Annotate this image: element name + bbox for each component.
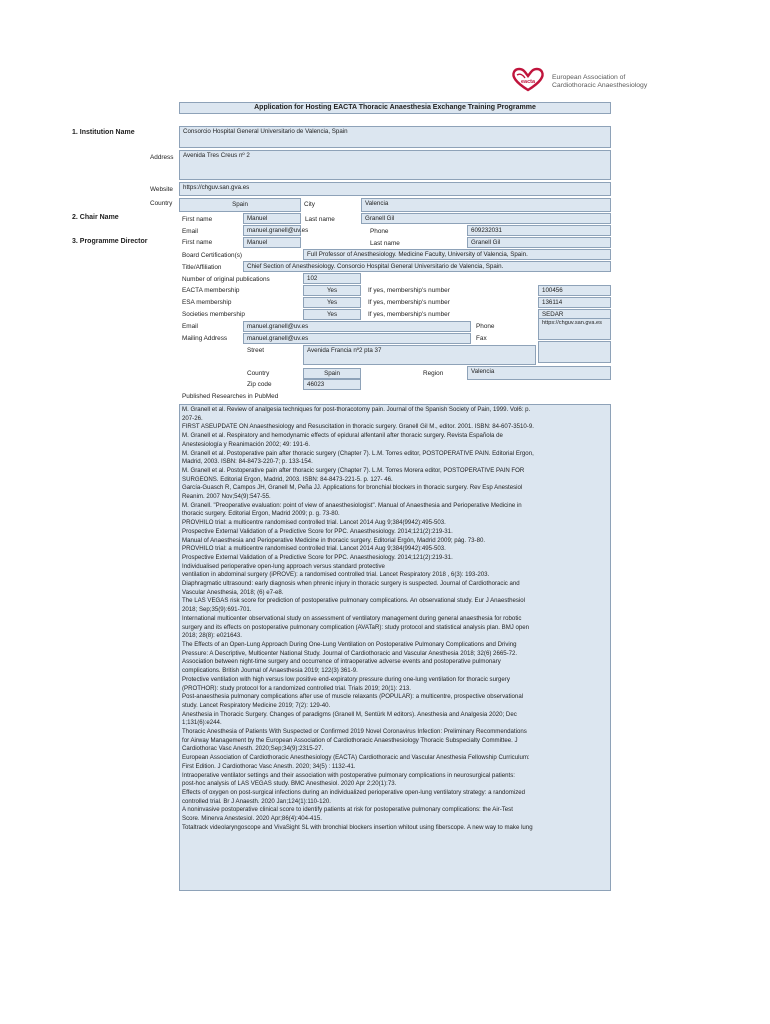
publication-line: Cardiothorac Vasc Anesth. 2020;Sep;34(9):2315-27.: [182, 745, 324, 753]
director-last-name-field[interactable]: Granell Gil: [467, 237, 611, 248]
publication-line: Post-anaesthesia pulmonary complications after use of muscle relaxants (POPULAR): a multicentre, prospective observational: [182, 693, 524, 701]
publication-line: M. Granell et al. Review of analgesia techniques for post-thoracotomy pain. Journal of the Spanish Society of Pain, 1999. Vol6: p.: [182, 406, 531, 413]
publication-line: surgery and its effects on postoperative pulmonary complication (AVATaR): study protocol and statistical analysis plan. BMJ open: [182, 623, 530, 631]
publication-line: García-Guasch R, Campos JH, Granell M, Peña JJ. Applications for bronchial blockers in thoracic surgery. Rev Esp Anestesiol: [182, 484, 523, 492]
eacta-membership-field[interactable]: Yes: [303, 285, 361, 296]
chair-phone-field[interactable]: 609232031: [467, 225, 611, 236]
publications-count-field[interactable]: 102: [303, 273, 361, 284]
societies-membership-label: Societies membership: [182, 311, 245, 318]
publication-line: 2018; 28(8): e021643.: [182, 632, 242, 640]
publication-line: Thoracic Anesthesia of Patients With Suspected or Confirmed 2019 Novel Coronavirus Infection: Preliminary Recommendations: [182, 728, 527, 736]
director-country-label: Country: [247, 370, 270, 377]
publication-line: FIRST ASEUPDATE ON Anaesthesiology and Resuscitation in thoracic surgery. Granell Gil M., editor. 2001. ISBN: 84-607-3510-9.: [182, 423, 534, 431]
publication-line: Totaltrack videolaryngoscope and VivaSight SL with bronchial blockers insertion whitout using fiberscope. A new way to make lung: [182, 823, 533, 831]
board-certification-label: Board Certification(s): [182, 252, 243, 259]
publication-line: Prospective External Validation of a Predictive Score for PPC. Anaesthesiology. 2014;121(2):219-31.: [182, 553, 453, 561]
publication-line: European Association of Cardiothoracic Anesthesiology (EACTA) Cardiothoracic and Vascular Anesthesia Fellowship Curriculum:: [182, 754, 530, 762]
chair-first-name-field[interactable]: Manuel: [243, 213, 301, 224]
publication-line: 1;131(6):e244.: [182, 719, 222, 727]
societies-membership-field[interactable]: Yes: [303, 309, 361, 320]
fax-field[interactable]: [538, 341, 611, 363]
section-institution-label: 1. Institution Name: [72, 129, 135, 136]
societies-number-label: If yes, membership's number: [368, 311, 450, 318]
director-country-field[interactable]: Spain: [303, 368, 361, 379]
publication-line: Diaphragmatic ultrasound: early diagnosis when phrenic injury in thoracic surgery is suspected. Journal of Cardiothoracic and: [182, 580, 520, 588]
publication-line: PROVHILO trial: a multicentre randomised controlled trial. Lancet 2014 Aug 9;384(9942):495-503.: [182, 519, 446, 527]
section-chair-label: 2. Chair Name: [72, 214, 119, 221]
publication-line: ventilation in abdominal surgery (iPROVE): a randomised controlled trial. Lancet Respiratory 2018 , 6(3): 193-203.: [182, 571, 490, 579]
director-phone-label: Phone: [476, 323, 495, 330]
publication-line: Effects of oxygen on post-surgical infections during an individualized perioperative open-lung ventilatory strategy: a randomized: [182, 788, 526, 796]
street-label: Street: [247, 347, 265, 354]
publication-line: Manual of Anaesthesia and Perioperative Medicine in thoracic surgery. Editorial Ergón, Madrid 2009; pág. 73-80.: [182, 536, 486, 544]
city-field[interactable]: Valencia: [361, 198, 611, 212]
publication-line: Reanim. 2007 Nov;54(9):547-55.: [182, 493, 271, 501]
svg-text:eacta: eacta: [521, 79, 536, 85]
director-last-name-label: Last name: [370, 240, 400, 247]
publication-line: thoracic surgery. Editorial Ergon, Madrid 2009; p. g. 73-80.: [182, 510, 340, 518]
eacta-membership-label: EACTA membership: [182, 287, 240, 294]
director-email-label: Email: [182, 323, 198, 330]
address-label: Address: [150, 154, 174, 161]
city-label: City: [304, 201, 316, 208]
eacta-number-field[interactable]: 100456: [538, 285, 611, 296]
country-label: Country: [150, 200, 173, 207]
publication-line: First Edition. J Cardiothorac Vasc Anesth. 2020; 34(5) : 1132-41.: [182, 762, 356, 770]
street-field[interactable]: Avenida Francia nº2 pta 37: [303, 345, 536, 365]
title-affiliation-field[interactable]: Chief Section of Anesthesiology. Consorcio Hospital General Universitario de Valencia, Spain.: [243, 261, 611, 272]
chair-last-name-field[interactable]: Granell Gil: [361, 213, 611, 224]
publication-line: A noninvasive postoperative clinical score to identify patients at risk for postoperative pulmonary complications: the Air-Test: [182, 806, 513, 814]
chair-first-name-label: First name: [182, 216, 213, 223]
director-phone-field[interactable]: https://chguv.san.gva.es: [538, 318, 611, 340]
publications-count-label: Number of original publications: [182, 276, 270, 283]
website-label: Website: [150, 186, 173, 193]
publication-line: Madrid, 2003. ISBN: 84-8473-220-7; p. 133-154.: [182, 458, 313, 466]
chair-last-name-label: Last name: [305, 216, 335, 223]
publication-line: M. Granell et al. Respiratory and hemodynamic effects of epidural alfentanil after thoracic surgery. Revista Española de: [182, 432, 503, 440]
publication-line: Protective ventilation with high versus low positive end-expiratory pressure during one-lung ventilation for thoracic surgery: [182, 675, 510, 683]
director-email-field[interactable]: manuel.granell@uv.es: [243, 321, 471, 332]
publication-line: complications. British Journal of Anaesthesia 2019; 122(3) 361-9.: [182, 667, 358, 675]
mailing-address-field[interactable]: manuel.granell@uv.es: [243, 333, 471, 344]
esa-membership-field[interactable]: Yes: [303, 297, 361, 308]
website-field[interactable]: https://chguv.san.gva.es: [179, 182, 611, 196]
esa-number-label: If yes, membership's number: [368, 299, 450, 306]
publication-line: controlled trial. Br J Anaesth. 2020 Jan;124(1):110-120.: [182, 797, 331, 805]
institution-name-field[interactable]: Consorcio Hospital General Universitario de Valencia, Spain: [179, 126, 611, 148]
publication-line: Individualised perioperative open-lung approach versus standard protective: [182, 562, 385, 570]
chair-email-label: Email: [182, 228, 198, 235]
publication-line: M. Granell et al. Postoperative pain after thoracic surgery (Chapter 7). L.M. Torres Morera editor, POSTOPERATIVE PAIN FOR: [182, 466, 525, 474]
publication-line: Anesthesia in Thoracic Surgery. Changes of paradigms (Granell M, Sentürk M editors). Anesthesia and Analgesia 2020; Dec: [182, 710, 517, 718]
region-city-field[interactable]: Valencia: [467, 366, 611, 380]
chair-email-field[interactable]: manuel.granell@uv.es: [243, 225, 301, 236]
esa-membership-label: ESA membership: [182, 299, 232, 306]
publication-line: Anestesiología y Reanimación 2002; 49: 191-6.: [182, 440, 311, 448]
publication-line: Vascular Anesthesia, 2018; (6) e7-e8.: [182, 588, 284, 596]
esa-number-field[interactable]: 136114: [538, 297, 611, 308]
eacta-number-label: If yes, membership's number: [368, 287, 450, 294]
publication-line: Pressure: A Descriptive, Multicenter National Study. Journal of Cardiothoracic and Vascular Anesthesia 2018; 32(6) 2665-72.: [182, 649, 518, 657]
publication-line: SURGEONS. Editorial Ergon, Madrid, 2003. ISBN: 84-8473-221-5. p. 127- 46.: [182, 475, 393, 483]
form-title: Application for Hosting EACTA Thoracic Anaesthesia Exchange Training Programme: [179, 102, 611, 114]
section-director-label: 3. Programme Director: [72, 238, 148, 245]
publication-line: Intraoperative ventilator settings and their association with postoperative pulmonary complications in neurosurgical patients:: [182, 771, 515, 779]
logo-line-1: European Association of: [552, 74, 626, 81]
publication-line: Prospective External Validation of a Predictive Score for PPC. Anaesthesiology. 2014;121(2):219-31.: [182, 527, 453, 535]
board-certification-field[interactable]: Full Professor of Anesthesiology. Medicine Faculty, University of Valencia, Spain.: [303, 249, 611, 260]
country-field[interactable]: Spain: [179, 198, 301, 212]
publication-line: Score. Minerva Anestesiol. 2020 Apr;86(4):404-415.: [182, 815, 322, 823]
publication-line: Association between night-time surgery and occurrence of intraoperative adverse events and postoperative pulmonary: [182, 658, 501, 666]
eacta-logo-icon: [511, 66, 545, 92]
publication-line: The LAS VEGAS risk score for prediction of postoperative pulmonary complications. An observational study. Eur J Anaesthesiol: [182, 597, 526, 605]
address-field[interactable]: Avenida Tres Creus nº 2: [179, 150, 611, 180]
publication-line: 2018; Sep;35(9):691-701.: [182, 606, 252, 614]
zip-code-field[interactable]: 46023: [303, 379, 361, 390]
publication-line: (PROTHOR): study protocol for a randomized controlled trial. Trials 2019; 20(1): 213.: [182, 684, 411, 692]
eacta-logo-text: [552, 74, 647, 89]
mailing-address-label: Mailing Address: [182, 335, 228, 342]
director-first-name-label: First name: [182, 239, 213, 246]
publication-line: PROVHILO trial: a multicentre randomised controlled trial. Lancet 2014 Aug 9;384(9942):495-503.: [182, 545, 446, 553]
publications-list: [182, 406, 608, 832]
publication-line: post-hoc analysis of LAS VEGAS study. BMC Anesthesiol. 2020 Apr 2;20(1):73.: [182, 780, 397, 788]
publication-line: study. Lancet Respiratory Medicine 2019; 7(2): 129-40.: [182, 701, 331, 709]
director-first-name-field[interactable]: Manuel: [243, 237, 301, 248]
publication-line: M. Granell. "Preoperative evaluation: point of view of anaesthesiologist". Manual of Anaesthesia and Perioperative Medicine in: [182, 501, 522, 509]
publication-line: 207-26.: [182, 414, 203, 422]
publication-line: The Effects of an Open-Lung Approach During One-Lung Ventilation on Postoperative Pulmonary Complications and Driving: [182, 640, 517, 648]
fax-label: Fax: [476, 335, 487, 342]
publication-line: International multicenter observational study on assessment of ventilatory management during general anaesthesia for robotic: [182, 614, 522, 622]
eacta-logo: [511, 66, 545, 92]
publications-field[interactable]: [179, 404, 611, 891]
zip-code-label: Zip code: [247, 381, 272, 388]
chair-phone-label: Phone: [370, 228, 389, 235]
published-research-label: Published Researches in PubMed: [182, 393, 279, 400]
region-label: Region: [423, 370, 444, 377]
logo-line-2: Cardiothoracic Anaesthesiology: [552, 81, 648, 89]
societies-number-field[interactable]: SEDAR: [538, 309, 611, 320]
publication-line: for Airway Management by the European Association of Cardiothoracic Anaesthesiology Thoracic Subspecialty Committee. J: [182, 736, 518, 744]
title-affiliation-label: Title/Affiliation: [182, 264, 222, 271]
publication-line: M. Granell et al. Postoperative pain after thoracic surgery (Chapter 7). L.M. Torres editor, POSTOPERATIVE PAIN. Editorial Ergon,: [182, 449, 534, 457]
